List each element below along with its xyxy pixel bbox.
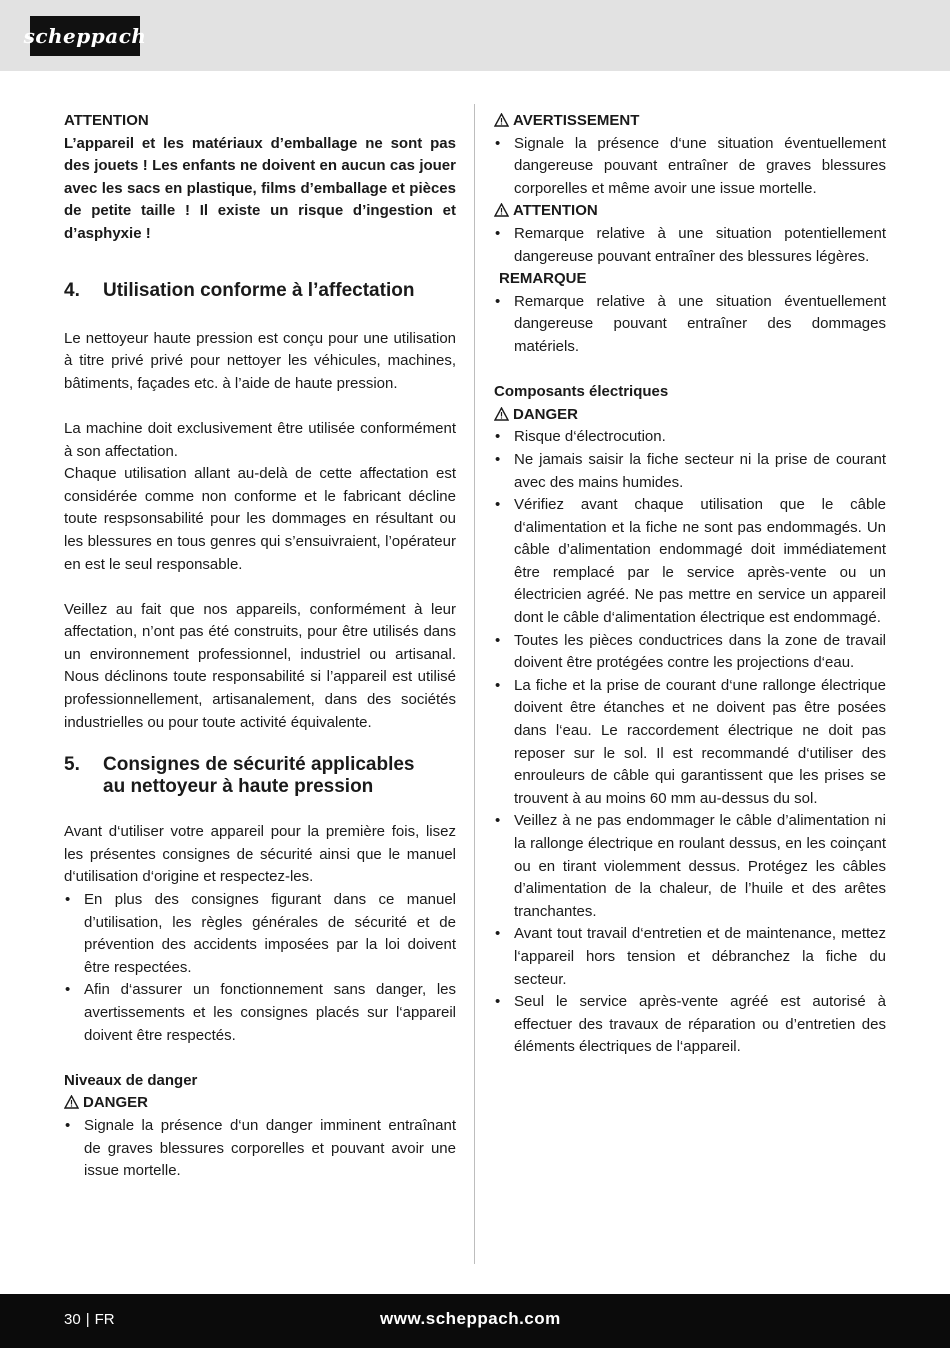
section-5-title-line1: Consignes de sécurité applicables [103,754,415,776]
website-link[interactable]: www.scheppach.com [380,1309,561,1328]
section-5-title-line2: au nettoyeur à haute pression [103,776,374,798]
section-5-number: 5. [64,754,80,776]
left-column [64,110,456,1183]
section-4-heading [64,280,456,302]
danger-label-row [64,1092,456,1115]
attention-label: ATTENTION [513,202,598,220]
list-item: • Seul le service après-vente agréé est autorisé à effectuer des travaux de réparation ou d’entretien des éléments électriques de l‘appareil. [494,991,886,1059]
list-item: • Toutes les pièces conductrices dans la zone de travail doivent être protégées contre les projections d‘eau. [494,630,886,675]
brand-logo: scheppach [30,16,140,56]
danger-bullets [64,1115,456,1183]
list-item: • Avant tout travail d‘entretien et de maintenance, mettez l‘appareil hors tension et débranchez la fiche du secteur. [494,923,886,991]
attention-label-row [494,200,886,223]
page-indicator: 30 | FR [64,1311,115,1328]
list-item: • Vérifiez avant chaque utilisation que le câble d‘alimentation et la fiche ne sont pas endommagés. Un câble d’alimentation endommagé doit immédiatement être remplacé par le service après-vente ou un électricien agréé. Ne pas mettre en service un appareil dont le câble d‘alimentation électrique est endommagé. [494,494,886,630]
list-item: • Ne jamais saisir la fiche secteur ni la prise de courant avec des mains humides. [494,449,886,494]
page-number: 30 [64,1311,81,1328]
section-5-bullets [64,889,456,1047]
list-item: • Risque d‘électrocution. [494,426,886,449]
warning-triangle-icon [494,110,509,133]
list-item: • Signale la présence d‘un danger imminent entraînant de graves blessures corporelles et pouvant avoir une issue mortelle. [64,1115,456,1183]
section-5-heading [64,754,456,798]
avertissement-bullets [494,133,886,201]
list-item: • Veillez à ne pas endommager le câble d’alimentation ni la rallonge électrique en roulant dessus, en les coinçant ou en tirant violemment dessus. Protégez les câbles d’alimentation de la chaleur, de l’huile et des arêtes tranchantes. [494,810,886,923]
electrical-danger-label: DANGER [513,405,579,423]
electrical-components-title: Composants électriques [494,383,669,401]
section-4-number: 4. [64,279,80,301]
electrical-danger-label-row [494,404,886,427]
warning-triangle-icon [494,200,509,223]
attention-bullets [494,223,886,268]
list-item: • Afin d‘assurer un fonctionnement sans danger, les avertissements et les consignes placés sur l‘appareil doivent être respectés. [64,979,456,1047]
section-4-paragraph-3: Chaque utilisation allant au-delà de cette affectation est considérée comme non conforme et le fabricant décline toute respsonsabilité pour les dommages en résultant ou les blessures en tous genres qui s’ensuivraient, l’opérateur en est le seul responsable. [64,465,456,573]
attention-text: L’appareil et les matériaux d’emballage ne sont pas des jouets ! Les enfants ne doivent en aucun cas jouer avec les sacs en plastique, films d’emballage et pièces de petite taille ! Il existe un risque d’ingestion et d’asphyxie ! [64,134,456,242]
attention-title: ATTENTION [64,112,149,129]
warning-triangle-icon [64,1092,79,1115]
remarque-bullets [494,291,886,359]
list-item: • En plus des consignes figurant dans ce manuel d’utilisation, les règles générales de sécurité et de prévention des accidents imposées par la loi doivent être respectées. [64,889,456,979]
page-header [0,0,950,71]
danger-label: DANGER [83,1094,149,1112]
danger-levels-title: Niveaux de danger [64,1071,198,1089]
section-5-intro: Avant d‘utiliser votre appareil pour la première fois, lisez les présentes consignes de sécurité ainsi que le manuel d‘utilisation d‘origine et respectez-les. [64,823,456,886]
list-item: • Remarque relative à une situation potentiellement dangereuse pouvant entraîner des blessures légères. [494,223,886,268]
section-4-paragraph-4: Veillez au fait que nos appareils, conformément à leur affectation, n’ont pas été construits, pour être utilisés dans un environnement professionnel, industriel ou artisanal. Nous déclinons toute responsabilité si l’appareil est utilisé professionnellement, artisanalement, dans des sociétés industrielles ou pour toute activité équivalente. [64,600,456,731]
right-column [494,110,886,1059]
list-item: • Signale la présence d‘une situation éventuellement dangereuse pouvant entraîner de graves blessures corporelles et même avoir une issue mortelle. [494,133,886,201]
electrical-bullets [494,426,886,1059]
warning-triangle-icon [494,404,509,427]
section-4-paragraph-2: La machine doit exclusivement être utilisée conformément à son affectation. [64,419,456,460]
avertissement-label: AVERTISSEMENT [513,112,640,129]
remarque-label: REMARQUE [499,270,587,288]
language-code: FR [94,1311,115,1328]
column-divider [474,104,475,1264]
list-item: • La fiche et la prise de courant d‘une rallonge électrique doivent être étanches et ne doivent pas être posées dans l‘eau. Le raccordement électrique ne doit pas reposer sur le sol. Il est recommandé d‘utiliser des enrouleurs de câble qui garantissent que les prises se trouvent à au moins 60 mm au-dessus du sol. [494,675,886,811]
page-footer [0,1294,950,1348]
avertissement-label-row [494,110,886,133]
section-4-title: Utilisation conforme à l’affectation [103,279,415,301]
section-4-paragraph-1: Le nettoyeur haute pression est conçu pour une utilisation à titre privé privé pour nettoyer les véhicules, machines, bâtiments, façades etc. à l’aide de haute pression. [64,329,456,392]
list-item: • Remarque relative à une situation éventuellement dangereuse pouvant entraîner des dommages matériels. [494,291,886,359]
